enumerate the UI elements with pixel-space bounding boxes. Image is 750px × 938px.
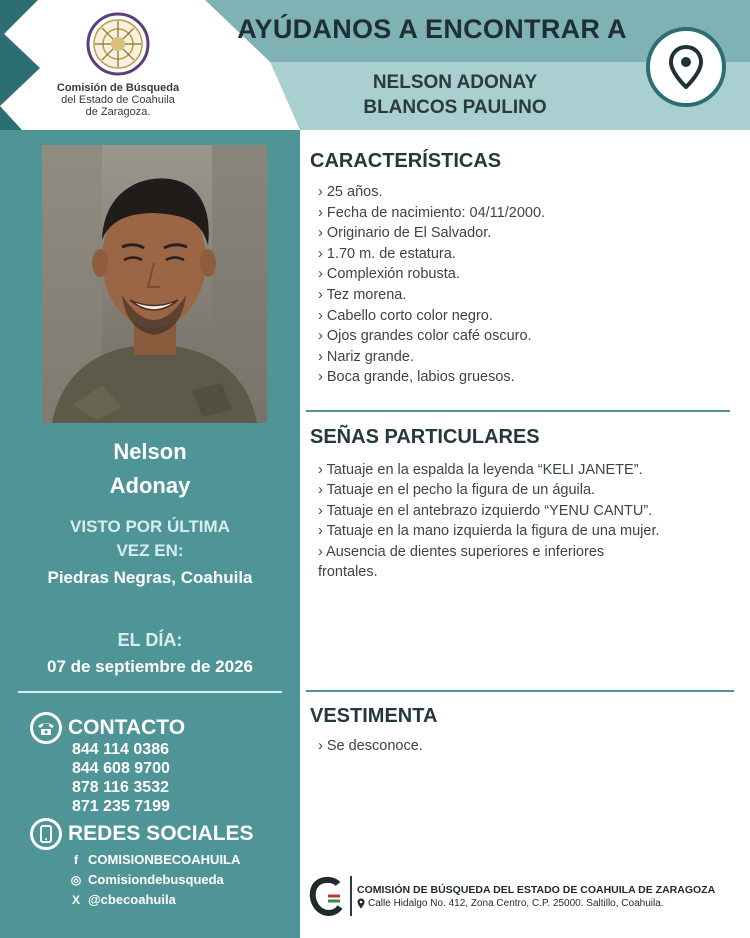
characteristics-list [318,182,545,388]
phone-number[interactable]: 871 235 7199 [72,798,170,815]
clothing-list [318,736,423,757]
org-line-1: Comisión de Búsqueda [56,82,180,94]
last-seen-label [0,515,300,563]
list-item: › Ausencia de dientes superiores e inferiores [318,543,605,560]
map-pin-icon [357,898,365,909]
clothing-title: VESTIMENTA [310,705,438,727]
x-icon: X [71,893,80,907]
last-seen-label-line-2: VEZ EN: [116,541,184,560]
social-handle: @cbecoahuila [88,892,176,907]
social-item-instagram[interactable] [70,870,240,890]
list-item: › Nariz grande. [318,348,414,365]
contact-title: CONTACTO [68,716,186,739]
list-item: › Complexión robusta. [318,266,460,283]
footer-address-text: Calle Hidalgo No. 412, Zona Centro, C.P. 25000. Saltillo, Coahuila. [368,898,664,909]
list-item: › Se desconoce. [318,738,423,754]
social-list [70,850,240,910]
location-pin-icon [669,45,703,89]
list-item: › 25 años. [318,184,383,200]
social-header [30,818,254,850]
section-divider [306,410,730,412]
phone-number[interactable]: 844 114 0386 [72,741,169,758]
list-item: › Tatuaje en el pecho la figura de un águila. [318,482,596,499]
social-handle: COMISIONBECOAHUILA [88,852,241,867]
list-item: › Ojos grandes color café oscuro. [318,328,532,345]
last-seen-label-line-1: VISTO POR ÚLTIMA [70,517,230,536]
characteristics-title: CARACTERÍSTICAS [310,150,502,172]
list-item: › 1.70 m. de estatura. [318,245,456,262]
person-first-names [0,435,300,503]
full-name-line-2: BLANCOS PAULINO [363,97,547,118]
facebook-icon: f [74,853,78,867]
social-handle: Comisiondebusqueda [88,872,224,887]
phone-number[interactable]: 844 608 9700 [72,760,170,777]
marks-title: SEÑAS PARTICULARES [310,426,540,448]
list-item: › Tatuaje en el antebrazo izquierdo “YENU CANTU”. [318,502,653,519]
list-item: › Fecha de nacimiento: 04/11/2000. [318,204,546,221]
marks-list [318,460,660,582]
left-panel [0,130,300,938]
first-name: Nelson [113,439,187,464]
social-title: REDES SOCIALES [68,822,254,845]
poster-title: AYÚDANOS A ENCONTRAR A [237,14,627,44]
date-value: 07 de septiembre de 2026 [46,657,253,676]
list-item: frontales. [318,564,378,581]
instagram-icon: ◎ [70,873,82,887]
social-item-facebook[interactable] [70,850,240,870]
org-logo [48,12,188,118]
full-name-line-1: NELSON ADONAY [372,72,538,93]
list-item: › Tez morena. [318,286,407,303]
list-item: › Cabello corto color negro. [318,307,493,324]
person-photo [42,145,267,423]
portrait-illustration [42,145,267,423]
list-item: › Tatuaje en la espalda la leyenda “KELI JANETE”. [318,462,643,478]
left-divider [18,691,282,693]
date-label: EL DÍA: [117,630,183,650]
middle-name: Adonay [109,473,191,498]
smartphone-icon [30,818,62,850]
footer-org-name: COMISIÓN DE BÚSQUEDA DEL ESTADO DE COAHUILA DE ZARAGOZA [357,884,716,896]
seal-icon [86,12,150,76]
location-badge [646,27,726,107]
section-divider [306,690,734,692]
last-seen-place: Piedras Negras, Coahuila [47,568,253,587]
footer-logo-icon [308,876,344,916]
phone-number[interactable]: 878 116 3532 [72,779,169,796]
org-name [48,82,188,118]
list-item: › Tatuaje en la mano izquierda la figura de una mujer. [318,523,660,540]
phone-list [72,740,170,816]
missing-person-full-name [300,70,610,120]
footer-address [357,898,664,909]
org-line-2: del Estado de Coahuila [61,94,175,106]
phone-icon [30,712,62,744]
footer-divider [350,876,352,916]
list-item: › Originario de El Salvador. [318,225,492,242]
header [0,0,750,130]
list-item: › Boca grande, labios gruesos. [318,369,515,386]
org-line-3: de Zaragoza. [85,106,151,118]
social-item-x[interactable] [70,890,240,910]
